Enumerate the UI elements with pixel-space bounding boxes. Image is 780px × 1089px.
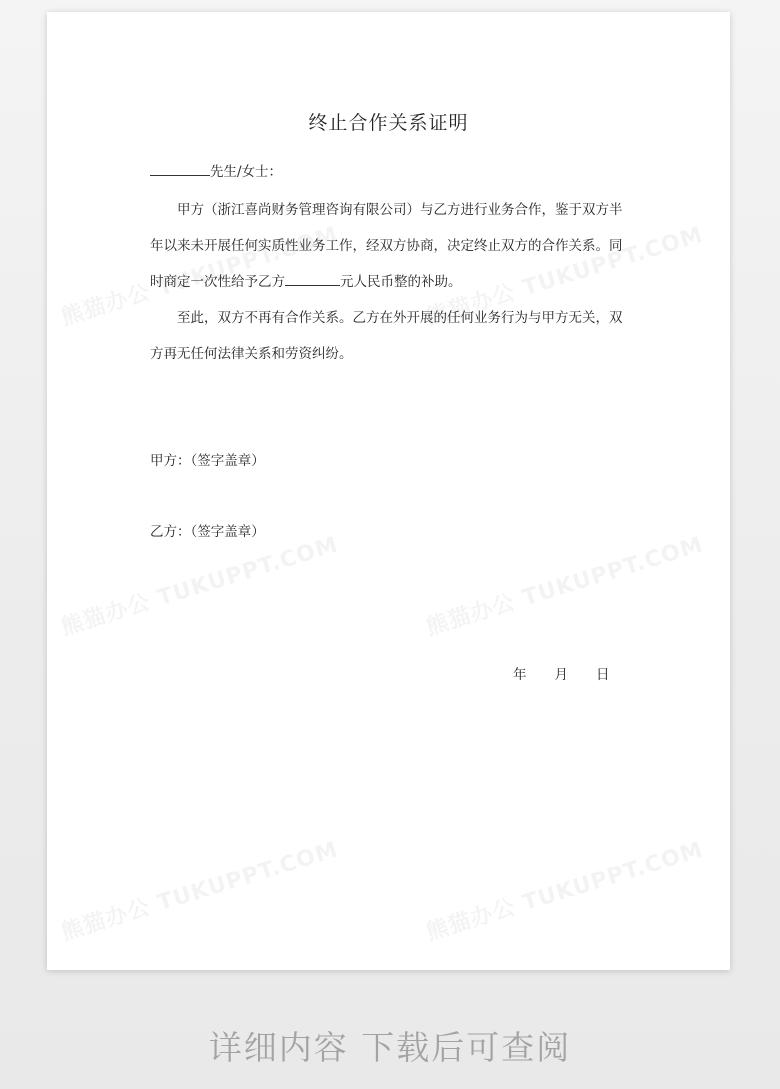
- document-page: [47, 12, 730, 970]
- paragraph-1: [150, 192, 630, 300]
- watermark: [422, 528, 707, 642]
- paragraph-2: 至此，双方不再有合作关系。乙方在外开展的任何业务行为与甲方无关，双方再无任何法律关系和劳资纠纷。: [150, 310, 623, 362]
- date-month: 月: [554, 667, 568, 683]
- watermark: [422, 833, 707, 947]
- party-a-signature: 甲方：（签字盖章）: [150, 453, 265, 469]
- date-year: 年: [513, 667, 527, 683]
- date-line: [513, 663, 610, 683]
- paragraph-1-tail: 元人民币整的补助。: [340, 274, 462, 290]
- watermark: [57, 528, 342, 642]
- name-blank: [150, 161, 210, 176]
- party-b-signature: 乙方：（签字盖章）: [150, 524, 265, 540]
- document-title: 终止合作关系证明: [308, 112, 469, 134]
- salutation-line: [150, 154, 630, 190]
- amount-blank: [285, 271, 340, 286]
- download-prompt: 详细内容 下载后可查阅: [208, 1028, 572, 1067]
- paragraph-1-text: 甲方（浙江喜尚财务管理咨询有限公司）与乙方进行业务合作，鉴于双方半年以来未开展任何实质性业务工作，经双方协商，决定终止双方的合作关系。同时商定一次性给予乙方: [150, 202, 623, 290]
- watermark: [57, 833, 342, 947]
- salutation-text: 先生/女士：: [210, 164, 283, 180]
- date-day: 日: [596, 667, 610, 683]
